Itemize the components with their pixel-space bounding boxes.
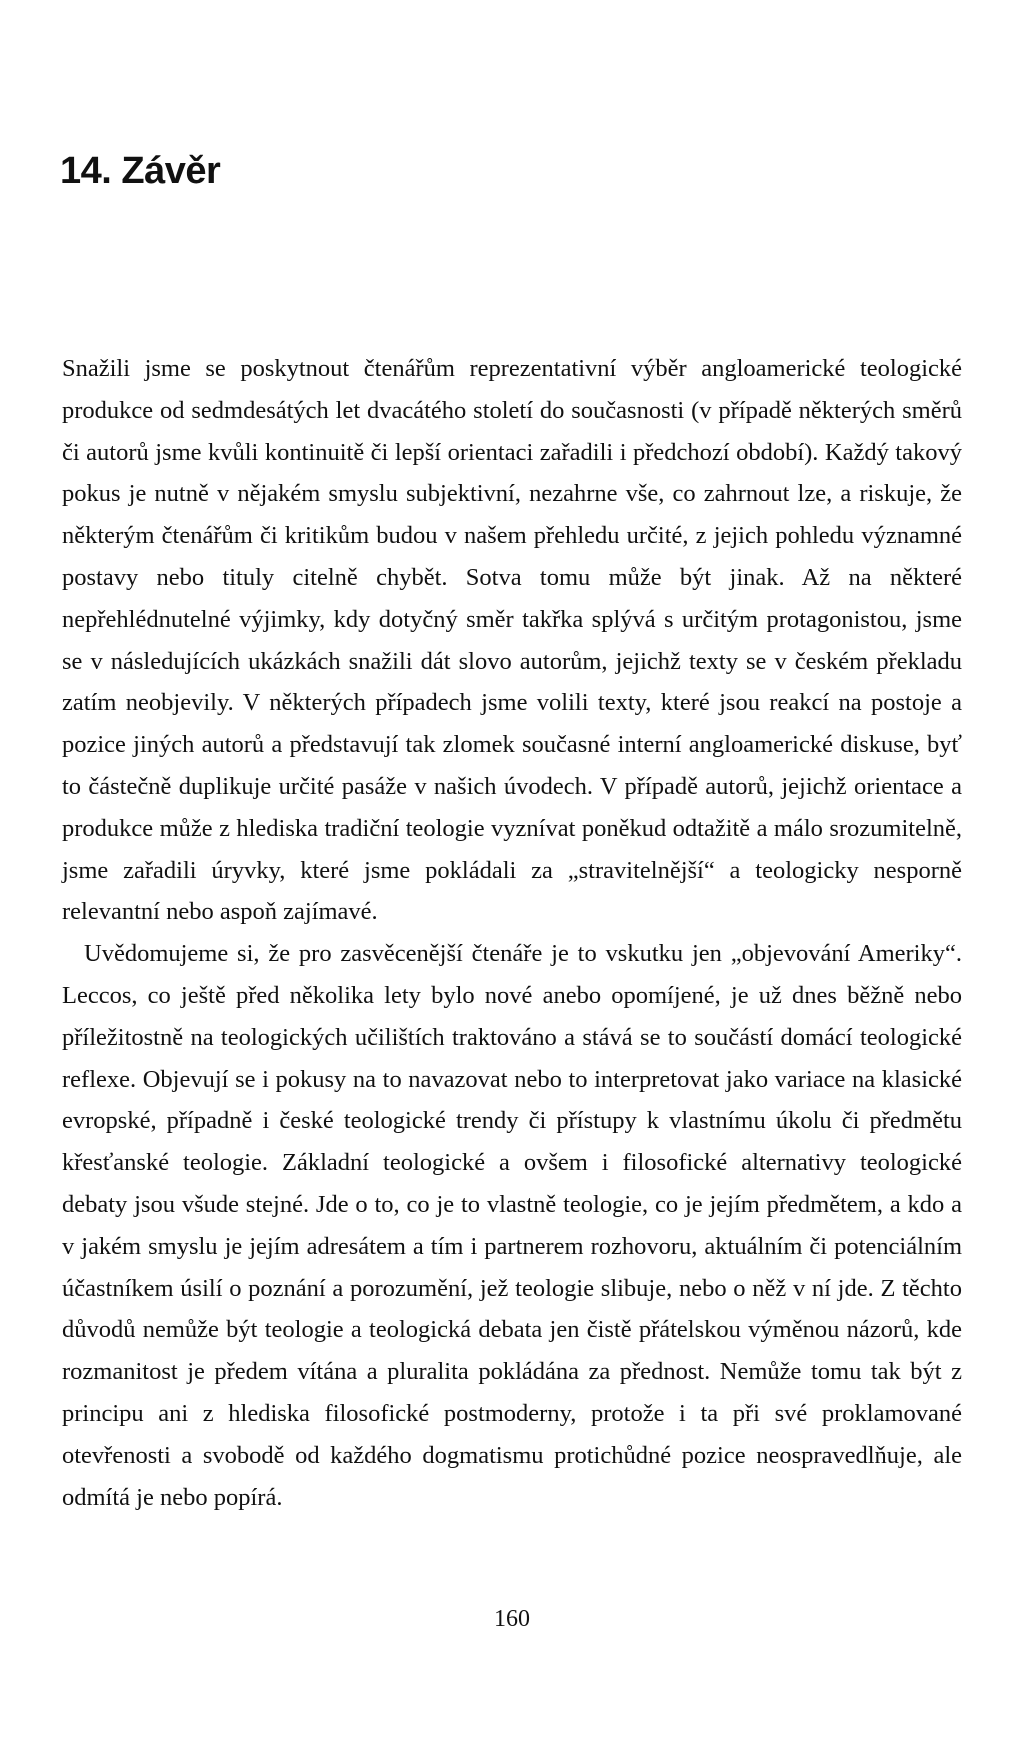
paragraph-1: Snažili jsme se poskytnout čtenářům reprezentativní výběr angloamerické teologické produkce od sedmdesátých let dvacátého století do současnosti (v případě některých směrů či autorů jsme kvůli kontinuitě či lepší orientaci zařadili i předchozí období). Každý takový pokus je nutně v nějakém smyslu subjektivní, nezahrne vše, co zahrnout lze, a riskuje, že některým čtenářům či kritikům budou v našem přehledu určité, z jejich pohledu významné postavy nebo tituly citelně chybět. Sotva tomu může být jinak. Až na některé nepřehlédnutelné výjimky, kdy dotyčný směr takřka splývá s určitým protagonistou, jsme se v následujících ukázkách snažili dát slovo autorům, jejichž texty se v českém překladu zatím neobjevily. V některých případech jsme volili texty, které jsou reakcí na postoje a pozice jiných autorů a představují tak zlomek současné interní angloamerické diskuse, byť to částečně duplikuje určité pasáže v našich úvodech. V případě autorů, jejichž orientace a produkce může z hlediska tradiční teologie vyznívat poněkud odtažitě a málo srozumitelně, jsme zařadili úryvky, které jsme pokládali za „stravitelnější“ a teologicky nesporně relevantní nebo aspoň zajímavé.	[62, 355, 962, 926]
paragraph-2: Uvědomujeme si, že pro zasvěcenější čtenáře je to vskutku jen „objevování Ameriky“. Leccos, co ještě před několika lety bylo nové anebo opomíjené, je už dnes běžně nebo příležitostně na teologických učilištích traktováno a stává se to součástí domácí teologické reflexe. Objevují se i pokusy na to navazovat nebo to interpretovat jako variace na klasické evropské, případně i české teologické trendy či přístupy k vlastnímu úkolu či předmětu křesťanské teologie. Základní teologické a ovšem i filosofické alternativy teologické debaty jsou všude stejné. Jde o to, co je to vlastně teologie, co je jejím předmětem, a kdo a v jakém smyslu je jejím adresátem a tím i partnerem rozhovoru, aktuálním či potenciálním účastníkem úsilí o poznání a porozumění, jež teologie slibuje, nebo o něž v ní jde. Z těchto důvodů nemůže být teologie a teologická debata jen čistě přátelskou výměnou názorů, kde rozmanitost je předem vítána a pluralita pokládána za přednost. Nemůže tomu tak být z principu ani z hlediska filosofické postmoderny, protože i ta při své proklamované otevřenosti a svobodě od každého dogmatismu protichůdné pozice neospravedlňuje, ale odmítá je nebo popírá.	[62, 940, 962, 1511]
body-text	[62, 348, 962, 1518]
chapter-title: 14. Závěr	[60, 150, 221, 192]
page-number: 160	[494, 1606, 530, 1632]
